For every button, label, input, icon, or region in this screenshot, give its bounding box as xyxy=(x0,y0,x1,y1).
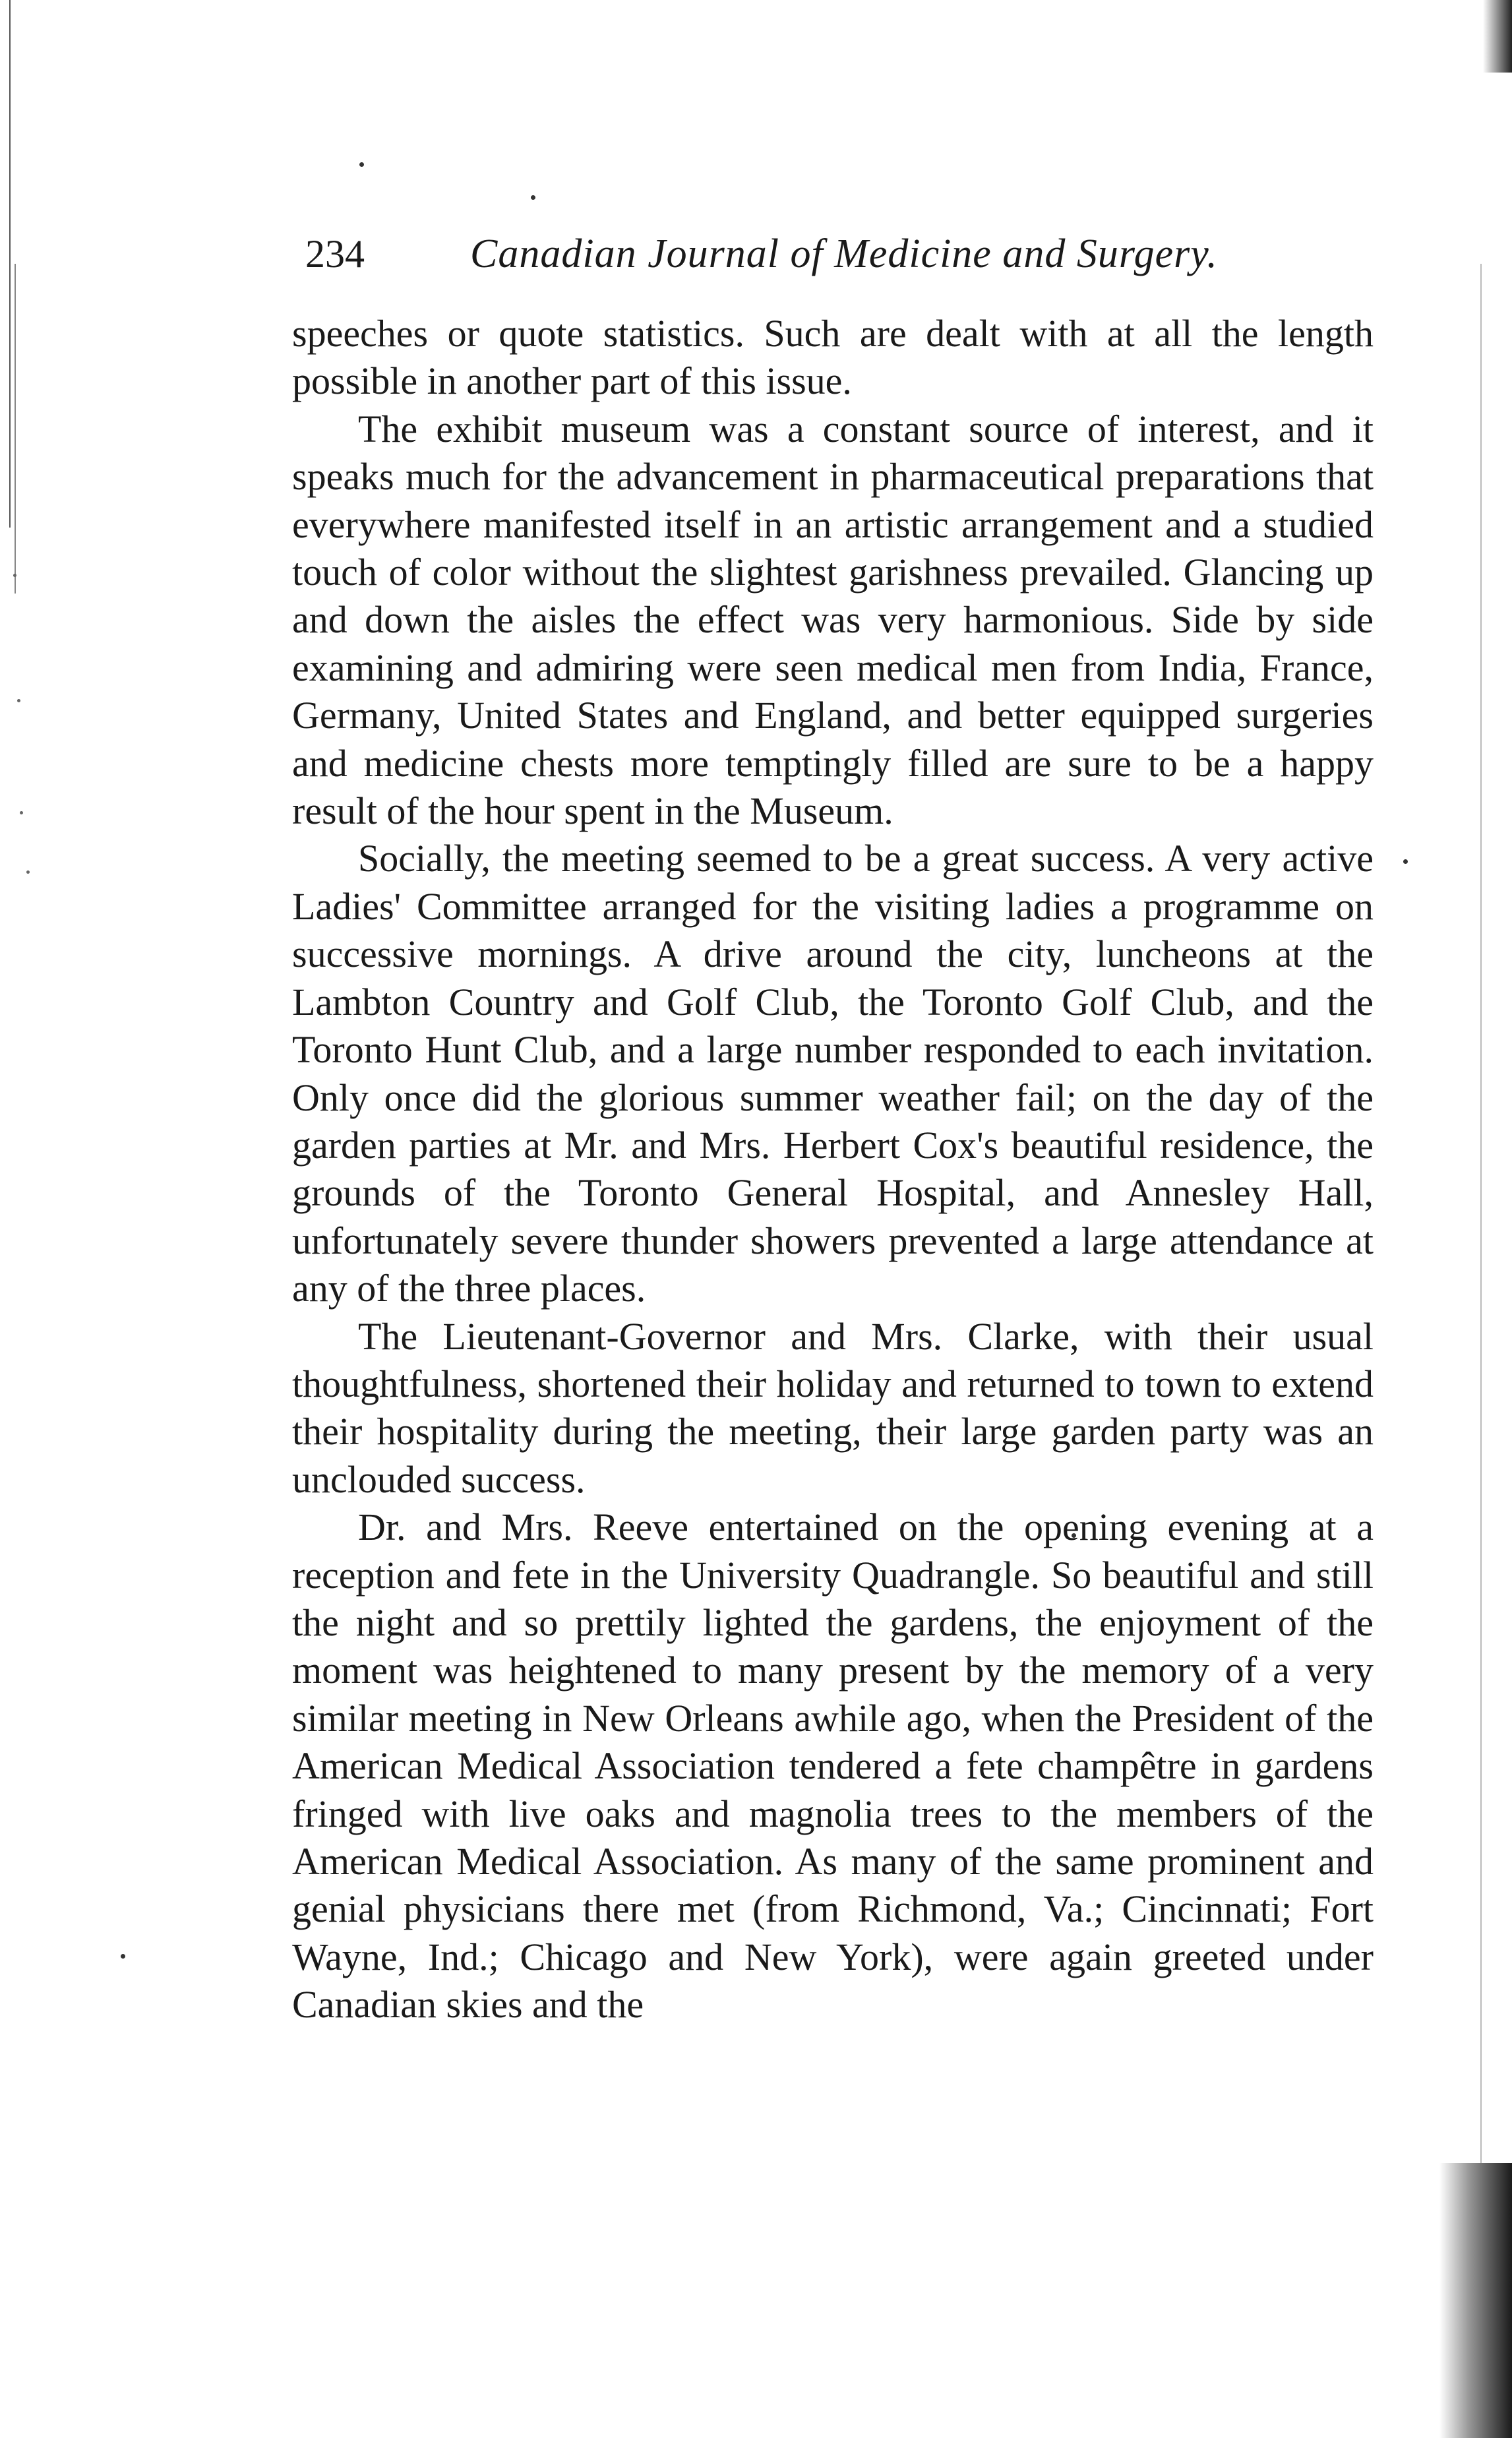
left-scan-edge xyxy=(0,0,40,2438)
page-header xyxy=(305,218,1347,290)
running-title: Canadian Journal of Medicine and Surgery. xyxy=(470,231,1218,276)
scan-speck xyxy=(121,1954,125,1959)
left-edge-line xyxy=(9,0,11,528)
left-edge-speck xyxy=(26,870,30,874)
paragraph: The Lieutenant-Governor and Mrs. Clarke, with their usual thoughtfulness, shortened their holiday and returned to town to extend their hospitality during the meeting, their large garden party was an unclouded success. xyxy=(292,1314,1374,1501)
article-body xyxy=(292,310,1374,2029)
left-edge-speck xyxy=(13,574,16,577)
paragraph: Socially, the meeting seemed to be a great success. A very active Ladies' Committee arranged for the visiting ladies a programme on successive mornings. A drive around the city, luncheons at the Lambton Country and Golf Club, the Toronto Golf Club, and the Toronto Hunt Club, and a large number responded to each invitation. Only once did the glorious summer weather fail; on the day of the garden parties at Mr. and Mrs. Herbert Cox's beautiful residence, the grounds of the Toronto General Hospital, and Annesley Hall, unfortunately severe thunder showers prevented a large attendance at any of the three places. xyxy=(292,837,1374,1310)
scan-speck xyxy=(1403,859,1408,864)
paragraph: The exhibit museum was a constant source of interest, and it speaks much for the advancement in pharmaceutical preparations that everywhere manifested itself in an artistic arrangement and a studied touch of color without the slightest garishness prevailed. Glancing up and down the aisles the effect was very harmonious. Side by side examining and admiring were seen medical men from India, France, Germany, United States and England, and better equipped surgeries and medicine chests more temptingly filled are sure to be a happy result of the hour spent in the Museum. xyxy=(292,407,1374,833)
right-scan-edge xyxy=(1439,0,1512,2438)
left-edge-speck xyxy=(17,699,20,702)
left-edge-line-inner xyxy=(15,264,16,594)
right-edge-shadow-top xyxy=(1483,0,1512,73)
right-edge-line xyxy=(1480,264,1482,2242)
page-number: 234 xyxy=(305,232,365,276)
scan-speck xyxy=(531,195,535,200)
scan-speck xyxy=(359,162,364,167)
left-edge-speck xyxy=(20,811,23,814)
right-edge-shadow-bottom xyxy=(1439,2163,1512,2438)
paragraph: Dr. and Mrs. Reeve entertained on the opening evening at a reception and fete in the University Quadrangle. So beautiful and still the night and so prettily lighted the gardens, the enjoyment of the moment was heightened to many present by the memory of a very similar meeting in New Orleans awhile ago, when the President of the American Medical Association tendered a fete champêtre in gardens fringed with live oaks and magnolia trees to the members of the American Medical Association. As many of the same prominent and genial physicians there met (from Richmond, Va.; Cincinnati; Fort Wayne, Ind.; Chicago and New York), were again greeted under Canadian skies and the xyxy=(292,1506,1374,2027)
paragraph: speeches or quote statistics. Such are dealt with at all the length possible in another part of this issue. xyxy=(292,312,1374,403)
